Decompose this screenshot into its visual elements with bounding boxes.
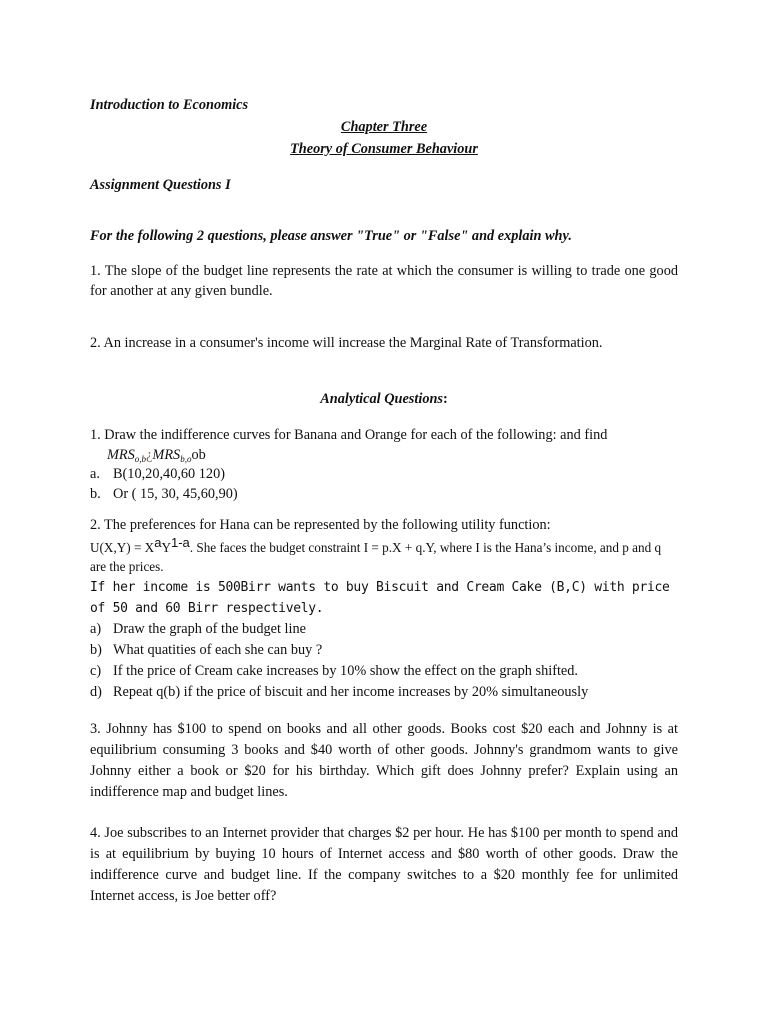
analytical-heading [90,390,678,410]
q1-formula-tail: ob [191,446,206,463]
true-false-question-2: 2. An increase in a consumer's income will increase the Marginal Rate of Transformation. [90,335,603,351]
q1-mrs-1: MRS [107,446,135,463]
q2-item-c-label: c) [90,662,102,679]
q1-symbol: ¿ [146,446,153,463]
q2-item-a [90,619,678,640]
q2-item-b-label: b) [90,641,102,658]
q1-mrs-1-sub: o,b [134,453,147,464]
analytical-heading-colon: : [442,391,448,407]
q1-formula [90,446,678,466]
analytical-question-2 [90,516,678,703]
assignment-heading: Assignment Questions I [90,177,231,193]
q2-items [90,619,678,703]
q2-item-b-text: What quatities of each she can buy ? [113,641,323,658]
q2-item-c [90,661,678,682]
q1-item-b-label: b. [90,485,101,502]
true-false-question-1: 1. The slope of the budget line represents the rate at which the consumer is willing to trade one good for another at any given bundle. [90,263,678,299]
q2-text: 2. The preferences for Hana can be represented by the following utility function: [90,517,551,533]
analytical-question-4: 4. Joe subscribes to an Internet provider that charges $2 per hour. He has $100 per month to spend and is at equilibrium by buying 10 hours of Internet access and $80 worth of other goods. Draw the indifference curve and budget line. If the company switches to a $20 monthly fee for unlimited Internet access, is Joe better off? [90,825,678,904]
q2-item-d-label: d) [90,683,102,700]
q2-item-d-text: Repeat q(b) if the price of biscuit and her income increases by 20% simultaneously [113,683,589,700]
q1-mrs-2-sub: b,o [180,453,192,464]
course-title: Introduction to Economics [90,97,249,113]
chapter-number: Chapter Three [340,119,428,135]
analytical-heading-text: Analytical Questions [320,391,443,407]
q2-utility-function [90,534,678,577]
q1-text: 1. Draw the indifference curves for Banana and Orange for each of the following: and find [90,427,608,443]
q2-utility-lhs: U(X,Y) = X [90,539,155,555]
q2-utility-y: Y [161,539,171,555]
q2-income-line: If her income is 500Birr wants to buy Biscuit and Cream Cake (B,C) with price of 50 and 60 Birr respectively. [90,579,670,616]
q2-item-b [90,640,678,661]
q2-item-c-text: If the price of Cream cake increases by 10% show the effect on the graph shifted. [113,662,578,679]
q2-exp-1a: 1-a [170,534,190,550]
q1-mrs-2: MRS [152,446,181,463]
q2-item-a-text: Draw the graph of the budget line [113,620,306,637]
chapter-title: Theory of Consumer Behaviour [290,141,478,157]
q2-item-a-label: a) [90,620,102,637]
q1-item-a-label: a. [90,466,100,482]
q2-utility-rest: . She faces the budget constraint I = p.X + q.Y, where I is the Hana’s income, and p and q are the prices. [90,539,662,574]
q1-item-a-text: B(10,20,40,60 120) [113,466,225,482]
analytical-question-3: 3. Johnny has $100 to spend on books and all other goods. Books cost $20 each and Johnny is at equilibrium consuming 3 books and $40 worth of other goods. Johnny's grandmom wants to give Johnny either a book or $20 for his birthday. Which gift does Johnny prefer? Explain using an indifference map and budget lines. [90,721,678,800]
q2-item-d [90,682,678,703]
q2-exp-a: a [154,534,162,550]
q1-item-b [90,485,678,505]
true-false-instruction: For the following 2 questions, please answer "True" or "False" and explain why. [90,228,572,244]
q1-item-a [90,465,678,485]
q1-item-b-text: Or ( 15, 30, 45,60,90) [113,485,238,502]
analytical-question-1 [90,426,678,504]
